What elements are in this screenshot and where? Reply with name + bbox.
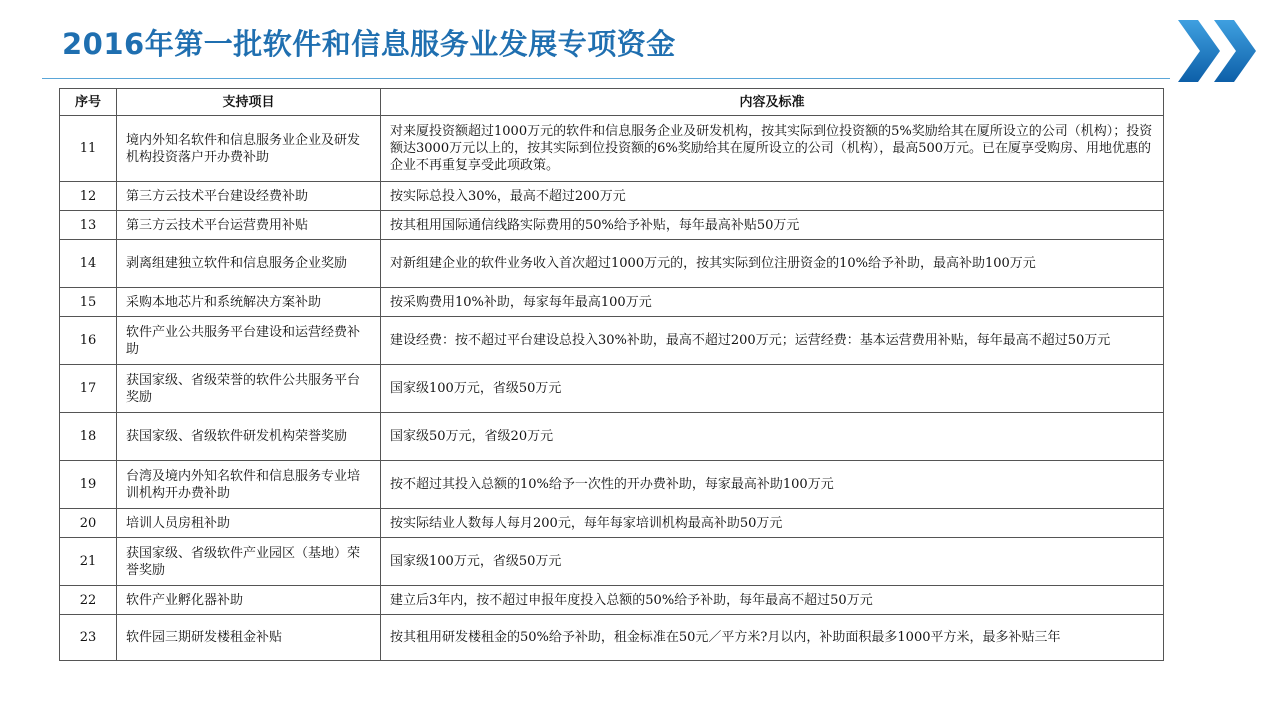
policy-table (59, 88, 1164, 661)
table-row (60, 413, 1164, 461)
row-seq: 22 (60, 586, 117, 615)
row-seq: 13 (60, 211, 117, 240)
table-row (60, 461, 1164, 509)
row-seq: 23 (60, 615, 117, 661)
table-row (60, 538, 1164, 586)
table-header-row (60, 89, 1164, 116)
row-desc: 国家级50万元，省级20万元 (381, 413, 1164, 461)
row-item: 获国家级、省级软件产业园区（基地）荣誉奖励 (117, 538, 381, 586)
row-seq: 17 (60, 365, 117, 413)
row-seq: 21 (60, 538, 117, 586)
table-row (60, 509, 1164, 538)
row-item: 软件产业公共服务平台建设和运营经费补助 (117, 317, 381, 365)
row-desc: 国家级100万元，省级50万元 (381, 538, 1164, 586)
row-desc: 对来厦投资额超过1000万元的软件和信息服务企业及研发机构，按其实际到位投资额的5%奖励给其在厦所设立的公司（机构）；投资额达3000万元以上的，按其实际到位投资额的6%奖励给其在厦所设立的公司（机构），最高500万元。已在厦享受购房、用地优惠的企业不再重复享受此项政策。 (381, 116, 1164, 182)
row-item: 软件园三期研发楼租金补贴 (117, 615, 381, 661)
row-item: 获国家级、省级荣誉的软件公共服务平台奖励 (117, 365, 381, 413)
table-row (60, 240, 1164, 288)
double-chevron-right-icon (1176, 18, 1260, 84)
table-row (60, 116, 1164, 182)
row-seq: 20 (60, 509, 117, 538)
row-seq: 15 (60, 288, 117, 317)
row-seq: 11 (60, 116, 117, 182)
row-seq: 14 (60, 240, 117, 288)
row-seq: 16 (60, 317, 117, 365)
row-desc: 按其租用研发楼租金的50%给予补助，租金标准在50元／平方米?月以内，补助面积最多1000平方米，最多补贴三年 (381, 615, 1164, 661)
page-title: 2016年第一批软件和信息服务业发展专项资金 (62, 27, 676, 61)
column-header-desc: 内容及标准 (381, 89, 1164, 116)
table-row (60, 365, 1164, 413)
row-item: 台湾及境内外知名软件和信息服务专业培训机构开办费补助 (117, 461, 381, 509)
table-row (60, 211, 1164, 240)
row-seq: 19 (60, 461, 117, 509)
row-desc: 按不超过其投入总额的10%给予一次性的开办费补助，每家最高补助100万元 (381, 461, 1164, 509)
row-seq: 18 (60, 413, 117, 461)
table-row (60, 288, 1164, 317)
row-desc: 按实际结业人数每人每月200元，每年每家培训机构最高补助50万元 (381, 509, 1164, 538)
row-desc: 对新组建企业的软件业务收入首次超过1000万元的，按其实际到位注册资金的10%给予补助，最高补助100万元 (381, 240, 1164, 288)
row-desc: 按实际总投入30%，最高不超过200万元 (381, 182, 1164, 211)
table-row (60, 586, 1164, 615)
row-item: 剥离组建独立软件和信息服务企业奖励 (117, 240, 381, 288)
row-desc: 国家级100万元，省级50万元 (381, 365, 1164, 413)
row-item: 第三方云技术平台建设经费补助 (117, 182, 381, 211)
row-item: 采购本地芯片和系统解决方案补助 (117, 288, 381, 317)
column-header-item: 支持项目 (117, 89, 381, 116)
row-desc: 建立后3年内，按不超过申报年度投入总额的50%给予补助，每年最高不超过50万元 (381, 586, 1164, 615)
row-item: 培训人员房租补助 (117, 509, 381, 538)
row-desc: 建设经费：按不超过平台建设总投入30%补助，最高不超过200万元；运营经费：基本运营费用补贴，每年最高不超过50万元 (381, 317, 1164, 365)
row-desc: 按其租用国际通信线路实际费用的50%给予补贴，每年最高补贴50万元 (381, 211, 1164, 240)
row-item: 境内外知名软件和信息服务业企业及研发机构投资落户开办费补助 (117, 116, 381, 182)
title-divider (42, 78, 1170, 79)
table-row (60, 182, 1164, 211)
row-item: 软件产业孵化器补助 (117, 586, 381, 615)
table-row (60, 615, 1164, 661)
row-seq: 12 (60, 182, 117, 211)
row-desc: 按采购费用10%补助，每家每年最高100万元 (381, 288, 1164, 317)
table-row (60, 317, 1164, 365)
row-item: 第三方云技术平台运营费用补贴 (117, 211, 381, 240)
column-header-seq: 序号 (60, 89, 117, 116)
row-item: 获国家级、省级软件研发机构荣誉奖励 (117, 413, 381, 461)
